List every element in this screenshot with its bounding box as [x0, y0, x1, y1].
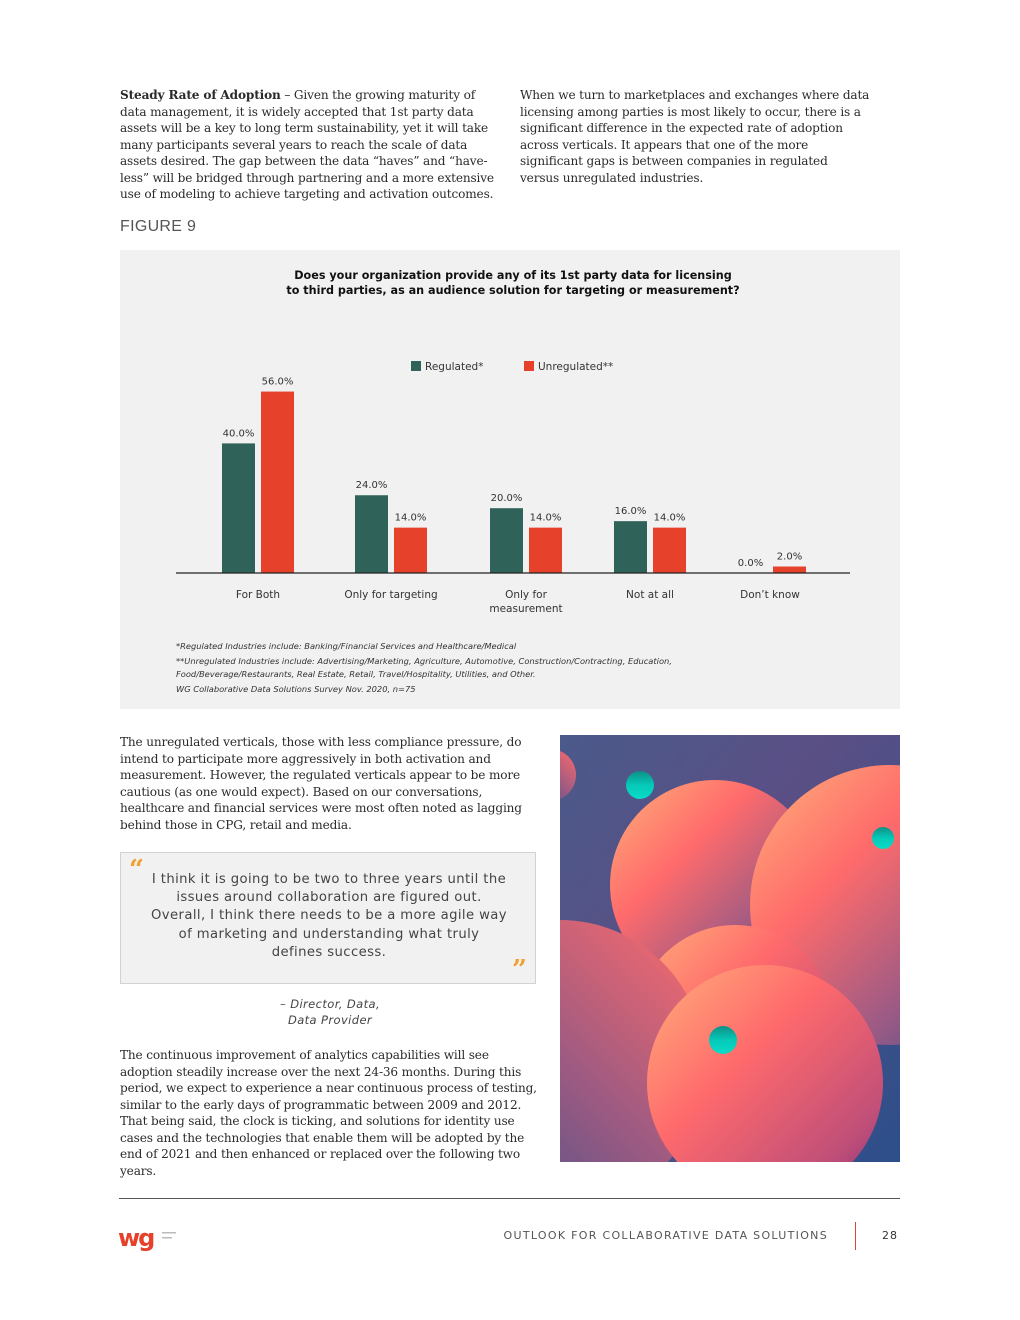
close-quote-icon: ”	[512, 955, 527, 985]
intro-heading: Steady Rate of Adoption	[120, 88, 281, 102]
bar-unregulated-4	[773, 567, 806, 573]
attribution-line-2: Data Provider	[287, 1013, 373, 1027]
footer-divider-line	[119, 1198, 900, 1199]
legend-swatch-unregulated	[524, 361, 534, 371]
legend-swatch-regulated	[411, 361, 421, 371]
page-number: 28	[882, 1229, 898, 1242]
footer-vertical-divider	[855, 1222, 856, 1250]
footer-report-title: OUTLOOK FOR COLLABORATIVE DATA SOLUTIONS	[503, 1229, 828, 1242]
bar-unregulated-1	[394, 528, 427, 573]
bar-regulated-1	[355, 495, 388, 573]
chart-panel	[120, 250, 900, 709]
intro-left-paragraph	[120, 87, 500, 203]
intro-left-text: – Given the growing maturity of data management, it is widely accepted that 1st party data assets will be a key to long term sustainability, yet it will take many participants several years to reach the scale of data assets desired. The gap between the data “haves” and “have-less” will be bridged through partnering and a more extensive use of modeling to achieve targeting and activation outcomes.	[120, 88, 494, 201]
chart-notes	[176, 640, 776, 696]
bar-value-label: 14.0%	[653, 512, 686, 524]
bar-value-label: 2.0%	[776, 551, 803, 563]
spheres-illustration	[560, 735, 900, 1162]
svg-text:wg: wg	[118, 1226, 154, 1252]
bar-value-label: 16.0%	[614, 506, 647, 518]
quote-text: I think it is going to be two to three years until the issues around collaboration are figured out. Overall, I think there needs to be a more agile way of marketing and understanding what truly defines success.	[151, 872, 507, 960]
bar-regulated-3	[614, 521, 647, 573]
pull-quote	[120, 852, 536, 984]
bar-value-label: 14.0%	[529, 512, 562, 524]
note-unregulated-1: **Unregulated Industries include: Advertising/Marketing, Agriculture, Automotive, Construction/Contracting, Education,	[176, 655, 672, 666]
legend-label-regulated: Regulated*	[425, 361, 484, 373]
middle-paragraph: The unregulated verticals, those with less compliance pressure, do intend to participate more aggressively in both activation and measurement. However, the regulated verticals appear to be more cautious (as one would expect). Based on our conversations, healthcare and financial services were most often noted as lagging behind those in CPG, retail and media.	[120, 735, 522, 832]
chart-category-labels	[236, 589, 800, 615]
chart-bars	[222, 392, 806, 573]
bar-value-label: 24.0%	[355, 480, 388, 492]
legend-label-unregulated: Unregulated**	[538, 361, 614, 373]
bar-unregulated-3	[653, 528, 686, 573]
bar-regulated-2	[490, 508, 523, 573]
intro-right-paragraph: When we turn to marketplaces and exchanges where data licensing among parties is most likely to occur, there is a significant difference in the expected rate of adoption across verticals. It appears that one of the more significant gaps is between companies in regulated versus unregulated industries.	[520, 88, 870, 185]
note-regulated: *Regulated Industries include: Banking/Financial Services and Healthcare/Medical	[176, 641, 517, 651]
category-label: measurement	[489, 603, 563, 615]
note-unregulated-2: Food/Beverage/Restaurants, Real Estate, Retail, Travel/Hospitality, Utilities, and Other.	[176, 669, 536, 679]
chart-legend	[411, 361, 613, 373]
bar-unregulated-2	[529, 528, 562, 573]
bar-value-label: 40.0%	[222, 428, 255, 440]
note-source: WG Collaborative Data Solutions Survey Nov. 2020, n=75	[176, 683, 416, 694]
category-label: Not at all	[626, 589, 674, 601]
chart-title-line-1: Does your organization provide any of its 1st party data for licensing	[294, 269, 732, 282]
quote-attribution	[180, 996, 480, 1028]
category-label: For Both	[235, 589, 281, 601]
company-logo	[118, 1226, 208, 1256]
figure-label: FIGURE 9	[120, 218, 197, 235]
bar-value-label: 56.0%	[261, 376, 294, 388]
bar-value-label: 20.0%	[490, 493, 523, 505]
wg-logo-icon	[118, 1226, 208, 1256]
open-quote-icon: “	[129, 855, 144, 885]
decorative-spheres-image	[560, 735, 900, 1162]
bar-value-label: 0.0%	[737, 558, 764, 569]
bar-value-label: 14.0%	[394, 512, 427, 524]
bar-unregulated-0	[261, 392, 294, 573]
bottom-paragraph: The continuous improvement of analytics capabilities will see adoption steadily increase over the next 24-36 months. During this period, we expect to experience a near continuous process of testing, similar to the early days of programmatic between 2009 and 2012. That being said, the clock is ticking, and solutions for identity use cases and the technologies that enable them will be adopted by the end of 2021 and then enhanced or replaced over the following two years.	[120, 1048, 537, 1178]
category-label: Only for targeting	[344, 589, 438, 601]
chart-title-line-2: to third parties, as an audience solution for targeting or measurement?	[286, 284, 740, 297]
category-label: Only for	[505, 589, 547, 601]
attribution-line-1: – Director, Data,	[279, 997, 381, 1011]
category-label: Don’t know	[740, 589, 800, 601]
bar-regulated-0	[222, 443, 255, 573]
